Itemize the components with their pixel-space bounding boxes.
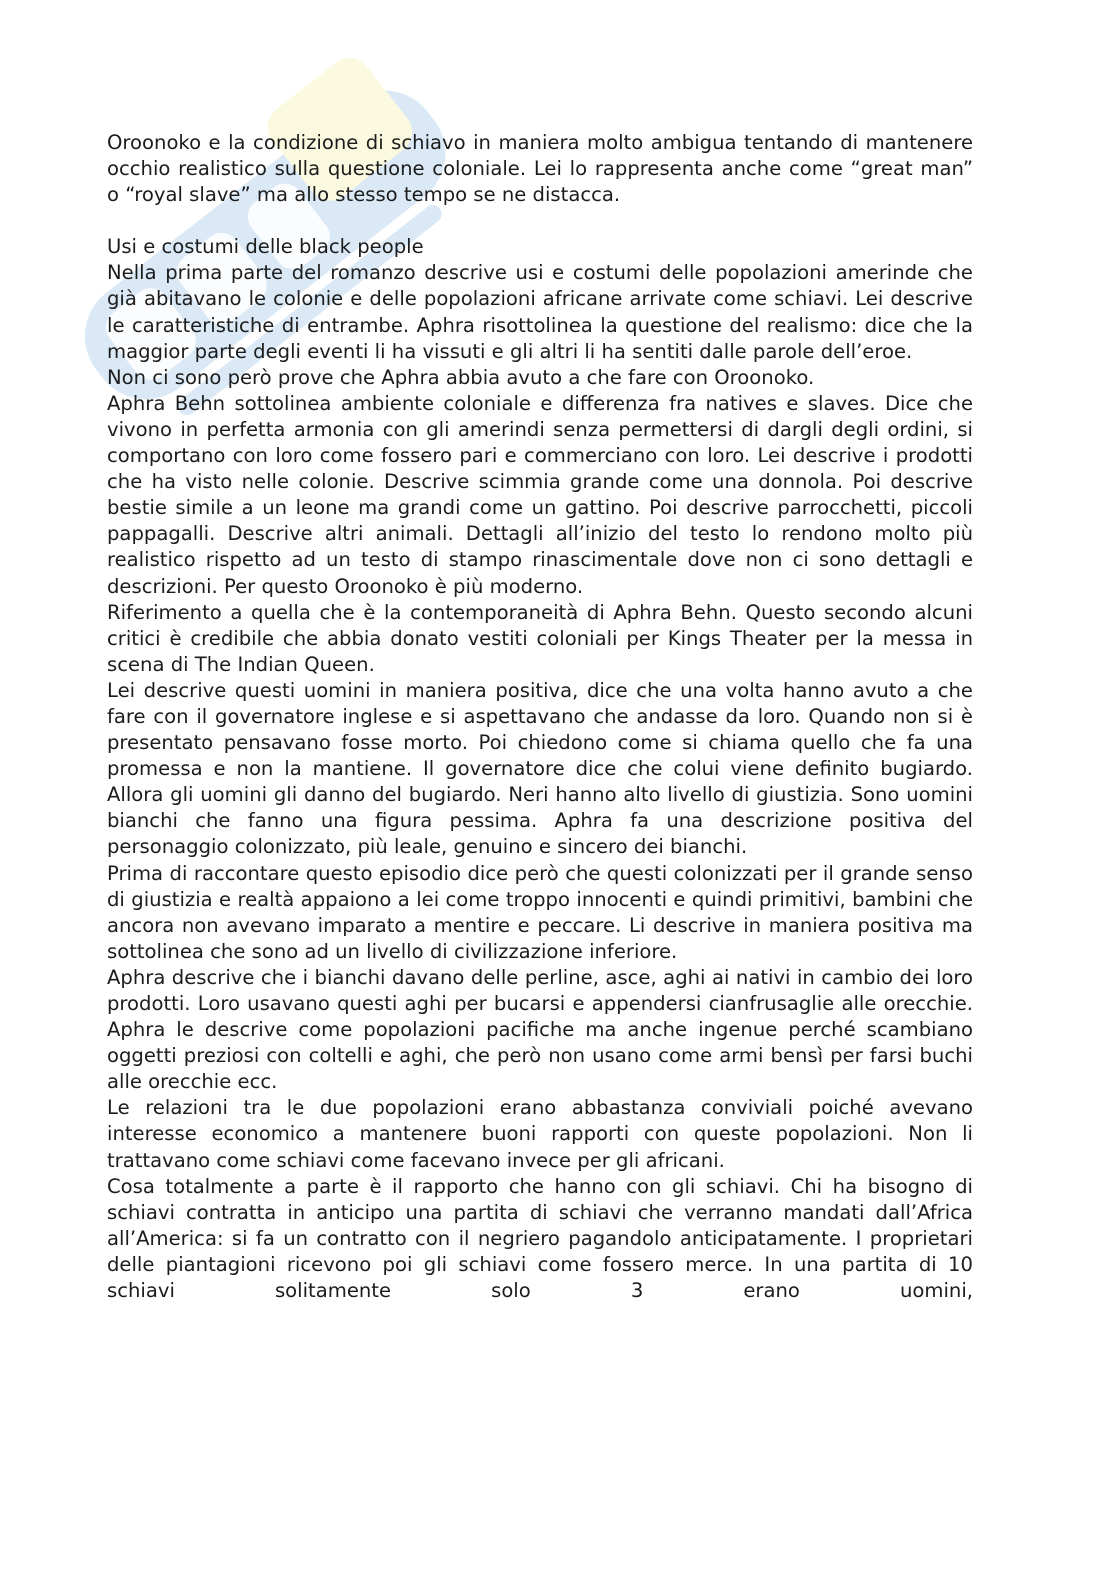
paragraph: Prima di raccontare questo episodio dice però che questi colonizzati per il grande senso di giustizia e realtà appaiono a lei come troppo innocenti e quindi primitivi, bambini che ancora non avevano imparato a mentire e peccare. Li descrive in maniera positiva ma sottolinea che sono ad un livello di civilizzazione inferiore. <box>107 861 973 963</box>
document-body <box>107 130 973 1304</box>
paragraph: Lei descrive questi uomini in maniera positiva, dice che una volta hanno avuto a che fare con il governatore inglese e si aspettavano che andasse da loro. Quando non si è presentato pensavano fosse morto. Poi chiedono come si chiama quello che fa una promessa e non la mantiene. Il governatore dice che colui viene definito bugiardo. Allora gli uomini gli danno del bugiardo. Neri hanno alto livello di giustizia. Sono uomini bianchi che fanno una figura pessima. Aphra fa una descrizione positiva del personaggio colonizzato, più leale, genuino e sincero dei bianchi. <box>107 678 973 859</box>
section-heading: Usi e costumi delle black people <box>107 235 424 259</box>
paragraph: Le relazioni tra le due popolazioni erano abbastanza conviviali poiché avevano interesse economico a mantenere buoni rapporti con queste popolazioni. Non li trattavano come schiavi come facevano invece per gli africani. <box>107 1096 973 1172</box>
paragraph: Non ci sono però prove che Aphra abbia avuto a che fare con Oroonoko. <box>107 365 815 389</box>
paragraph: Cosa totalmente a parte è il rapporto che hanno con gli schiavi. Chi ha bisogno di schiavi contratta in anticipo una partita di schiavi che verranno mandati dall’Africa all’America: si fa un contratto con il negriero pagandolo anticipatamente. I proprietari delle piantagioni ricevono poi gli schiavi come fossero merce. In una partita di 10 schiavi solitamente solo 3 erano uomini, <box>107 1174 973 1303</box>
paragraph: Riferimento a quella che è la contemporaneità di Aphra Behn. Questo secondo alcuni critici è credibile che abbia donato vestiti coloniali per Kings Theater per la messa in scena di The Indian Queen. <box>107 600 973 676</box>
paragraph: Oroonoko e la condizione di schiavo in maniera molto ambigua tentando di mantenere occhio realistico sulla questione coloniale. Lei lo rappresenta anche come “great man” o “royal slave” ma allo stesso tempo se ne distacca. <box>107 131 973 207</box>
paragraph: Nella prima parte del romanzo descrive usi e costumi delle popolazioni amerinde che già abitavano le colonie e delle popolazioni africane arrivate come schiavi. Lei descrive le caratteristiche di entrambe. Aphra risottolinea la questione del realismo: dice che la maggior parte degli eventi li ha vissuti e gli altri li ha sentiti dalle parole dell’eroe. <box>107 261 973 363</box>
paragraph: Aphra Behn sottolinea ambiente coloniale e differenza fra natives e slaves. Dice che vivono in perfetta armonia con gli amerindi senza permettersi di dargli degli ordini, si comportano con loro come fossero pari e commerciano con loro. Lei descrive i prodotti che ha visto nelle colonie. Descrive scimmia grande come una donnola. Poi descrive bestie simile a un leone ma grandi come un gattino. Poi descrive parrocchetti, piccoli pappagalli. Descrive altri animali. Dettagli all’inizio del testo lo rendono molto più realistico rispetto ad un testo di stampo rinascimentale dove non ci sono dettagli e descrizioni. Per questo Oroonoko è più moderno. <box>107 391 973 598</box>
paragraph: Aphra descrive che i bianchi davano delle perline, asce, aghi ai nativi in cambio dei loro prodotti. Loro usavano questi aghi per bucarsi e appendersi cianfrusaglie alle orecchie. Aphra le descrive come popolazioni pacifiche ma anche ingenue perché scambiano oggetti preziosi con coltelli e aghi, che però non usano come armi bensì per farsi buchi alle orecchie ecc. <box>107 965 973 1094</box>
